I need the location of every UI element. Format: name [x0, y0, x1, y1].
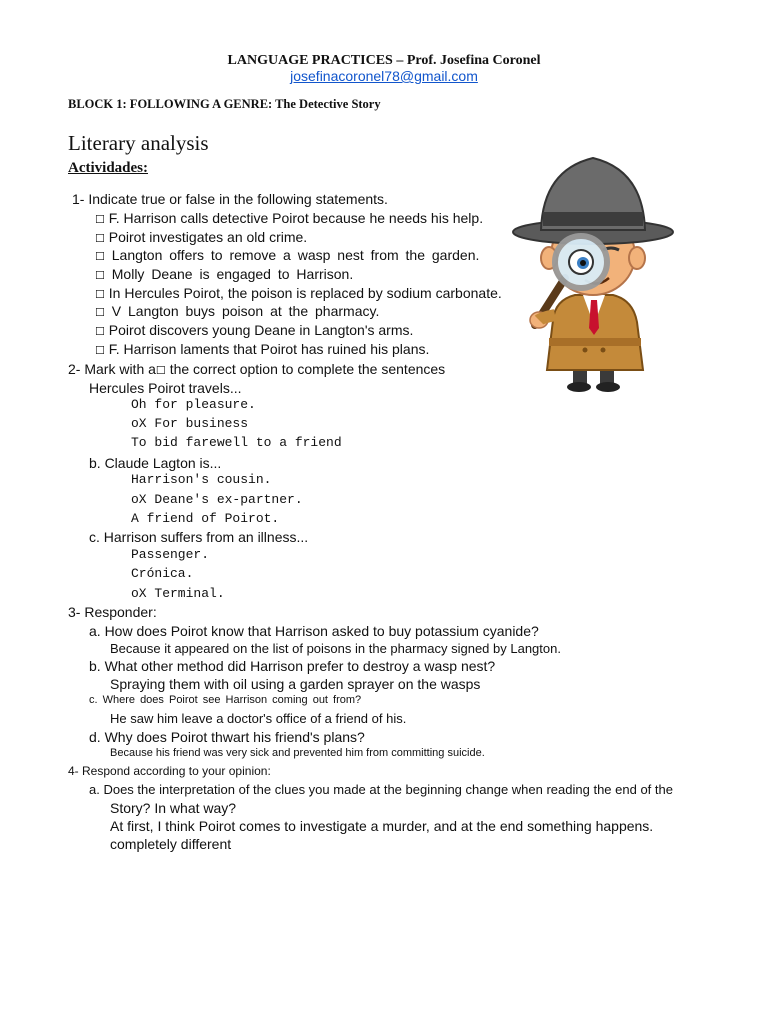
activities-label: Actividades:: [68, 160, 148, 176]
q3c-question: c. Where does Poirot see Harrison coming out from?: [89, 694, 362, 706]
q2a-option: oX For business: [131, 416, 249, 431]
checkbox-icon: ☐: [95, 270, 105, 282]
checkbox-icon: ☐: [95, 233, 105, 245]
list-item: ☐ Poirot discovers young Deane in Langton's arms.: [95, 322, 414, 338]
list-item: ☐ F. Harrison calls detective Poirot because he needs his help.: [95, 210, 484, 226]
q2a-stem: Hercules Poirot travels...: [89, 380, 242, 396]
document-title: LANGUAGE PRACTICES – Prof. Josefina Coronel: [227, 53, 541, 68]
checkbox-icon: ☐: [95, 345, 105, 357]
list-item: ☐ In Hercules Poirot, the poison is replaced by sodium carbonate.: [95, 285, 502, 301]
q4-prompt: 4- Respond according to your opinion:: [68, 764, 271, 778]
email-link[interactable]: josefinacoronel78@gmail.com: [290, 68, 478, 84]
q2b-option: A friend of Poirot.: [131, 511, 280, 526]
q3c-answer: He saw him leave a doctor's office of a friend of his.: [110, 711, 407, 726]
q3d-answer: Because his friend was very sick and prevented him from committing suicide.: [110, 747, 485, 759]
q3d-question: d. Why does Poirot thwart his friend's plans?: [89, 729, 365, 745]
q1-prompt: 1- Indicate true or false in the following statements.: [72, 191, 388, 207]
checkbox-icon: ☐: [95, 289, 105, 301]
q4a-question-cont: Story? In what way?: [110, 800, 237, 816]
q4a-answer: At first, I think Poirot comes to investigate a murder, and at the end something happens.: [110, 818, 654, 834]
q3a-question: a. How does Poirot know that Harrison asked to buy potassium cyanide?: [89, 623, 539, 639]
list-item: ☐ Molly Deane is engaged to Harrison.: [95, 266, 354, 282]
q2b-stem: b. Claude Lagton is...: [89, 455, 222, 471]
q4a-answer-cont: completely different: [110, 836, 232, 852]
q2-prompt: 2- Mark with a☐ the correct option to complete the sentences: [68, 361, 446, 377]
checkbox-icon: ☐: [95, 214, 105, 226]
q2c-stem: c. Harrison suffers from an illness...: [89, 529, 309, 545]
q2a-option: To bid farewell to a friend: [131, 435, 342, 450]
q3b-question: b. What other method did Harrison prefer to destroy a wasp nest?: [89, 658, 496, 674]
checkbox-icon: ☐: [155, 365, 166, 377]
q2b-option: Harrison's cousin.: [131, 472, 272, 487]
block-heading: BLOCK 1: FOLLOWING A GENRE: The Detective Story: [68, 97, 381, 111]
email-line: [0, 68, 768, 86]
list-item: ☐ V Langton buys poison at the pharmacy.: [95, 303, 380, 319]
q2c-option: oX Terminal.: [131, 586, 225, 601]
list-item: ☐ Langton offers to remove a wasp nest from the garden.: [95, 247, 480, 263]
q3b-answer: Spraying them with oil using a garden sprayer on the wasps: [110, 676, 481, 692]
list-item: ☐ Poirot investigates an old crime.: [95, 229, 308, 245]
section-title: Literary analysis: [68, 131, 209, 155]
checkbox-icon: ☐: [95, 251, 105, 263]
q3-prompt: 3- Responder:: [68, 604, 157, 620]
list-item: ☐ F. Harrison laments that Poirot has ruined his plans.: [95, 341, 430, 357]
checkbox-icon: ☐: [95, 307, 105, 319]
detective-with-magnifying-glass-icon: [505, 150, 680, 395]
q2a-option: Oh for pleasure.: [131, 397, 256, 412]
q2b-option: oX Deane's ex-partner.: [131, 492, 303, 507]
checkbox-icon: ☐: [95, 326, 105, 338]
q2c-option: Crónica.: [131, 566, 194, 581]
q4a-question: a. Does the interpretation of the clues you made at the beginning change when reading the end of the: [89, 782, 673, 797]
q2c-option: Passenger.: [131, 547, 210, 562]
q3a-answer: Because it appeared on the list of poisons in the pharmacy signed by Langton.: [110, 641, 561, 656]
